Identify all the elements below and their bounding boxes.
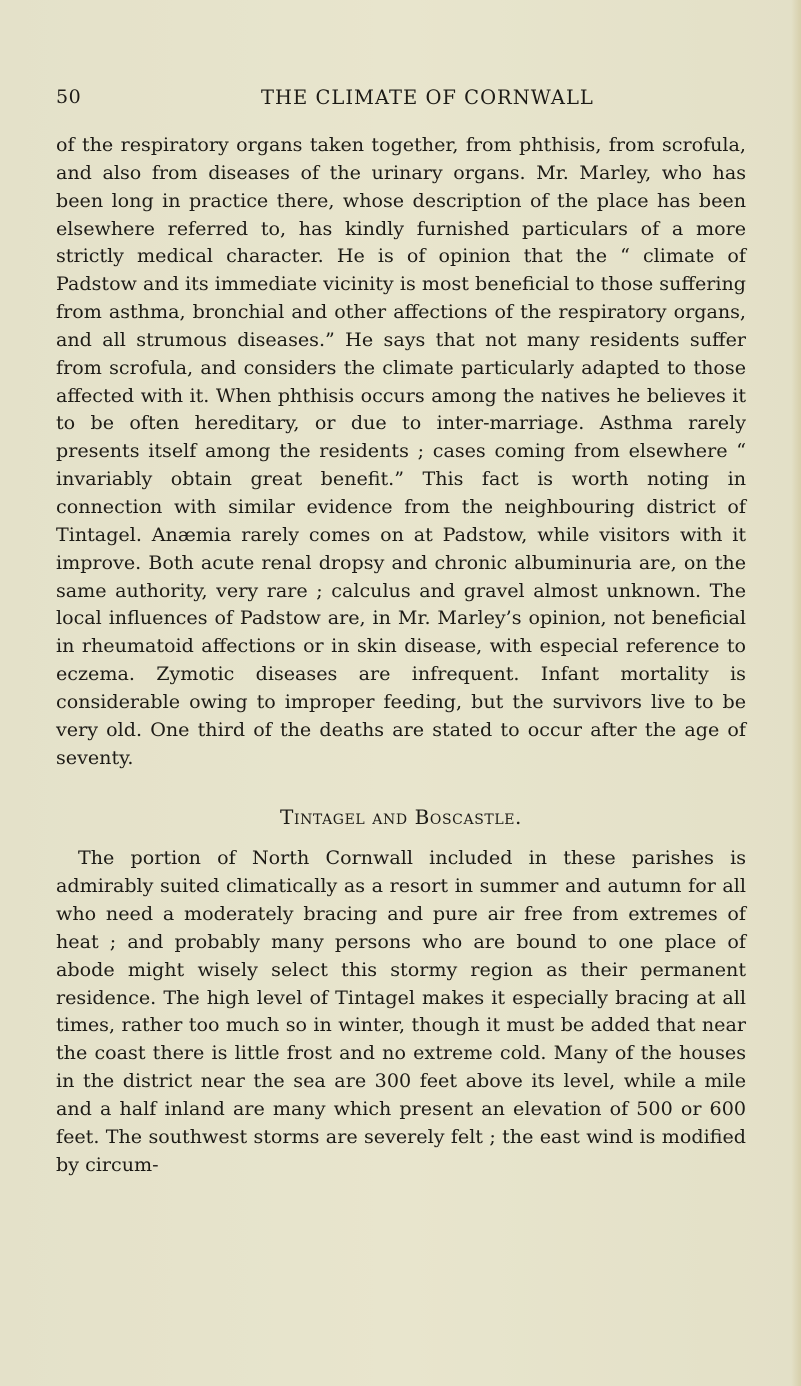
page-number: 50 xyxy=(56,86,82,108)
page-edge-shadow xyxy=(791,0,801,1386)
paragraph-tintagel: The portion of North Cornwall included in these parishes is admirably suited climatically as a resort in summer and autumn for all who need a moderately bracing and pure air free from extremes of heat ; and probably many persons who are bound to one place of abode might wisely select this stormy region as their permanent residence. The high level of Tintagel makes it especially bracing at all times, rather too much so in winter, though it must be added that near the coast there is little frost and no extreme cold. Many of the houses in the district near the sea are 300 feet above its level, while a mile and a half inland are many which present an elevation of 500 or 600 feet. The southwest storms are severely felt ; the east wind is modified by circum- xyxy=(56,846,746,1176)
page-header xyxy=(56,86,746,116)
running-head: THE CLIMATE OF CORNWALL xyxy=(261,86,594,109)
body-text xyxy=(56,131,746,1179)
section-heading: Tintagel and Boscastle. xyxy=(280,805,522,830)
paragraph-padstow: of the respiratory organs taken together, from phthisis, from scrofula, and also from diseases of the urinary organs. Mr. Marley, who has been long in practice there, whose description of the place has been elsewhere referred to, has kindly furnished particulars of a more strictly medical character. He is of opinion that the “ climate of Padstow and its immediate vicinity is most beneficial to those suffering from asthma, bronchial and other affections of the respiratory organs, and all strumous diseases.” He says that not many residents suffer from scrofula, and considers the climate particularly adapted to those affected with it. When phthisis occurs among the natives he believes it to be often hereditary, or due to inter-marriage. Asthma rarely presents itself among the residents ; cases coming from elsewhere “ invariably obtain great benefit.” This fact is worth noting in connection with similar evidence from the neighbouring district of Tintagel. Anæmia rarely comes on at Padstow, while visitors with it improve. Both acute renal dropsy and chronic albuminuria are, on the same authority, very rare ; calculus and gravel almost unknown. The local influences of Padstow are, in Mr. Marley’s opinion, not beneficial in rheumatoid affections or in skin disease, with especial reference to eczema. Zymotic diseases are infrequent. Infant mortality is considerable owing to improper feeding, but the survivors live to be very old. One third of the deaths are stated to occur after the age of seventy. xyxy=(56,133,746,769)
